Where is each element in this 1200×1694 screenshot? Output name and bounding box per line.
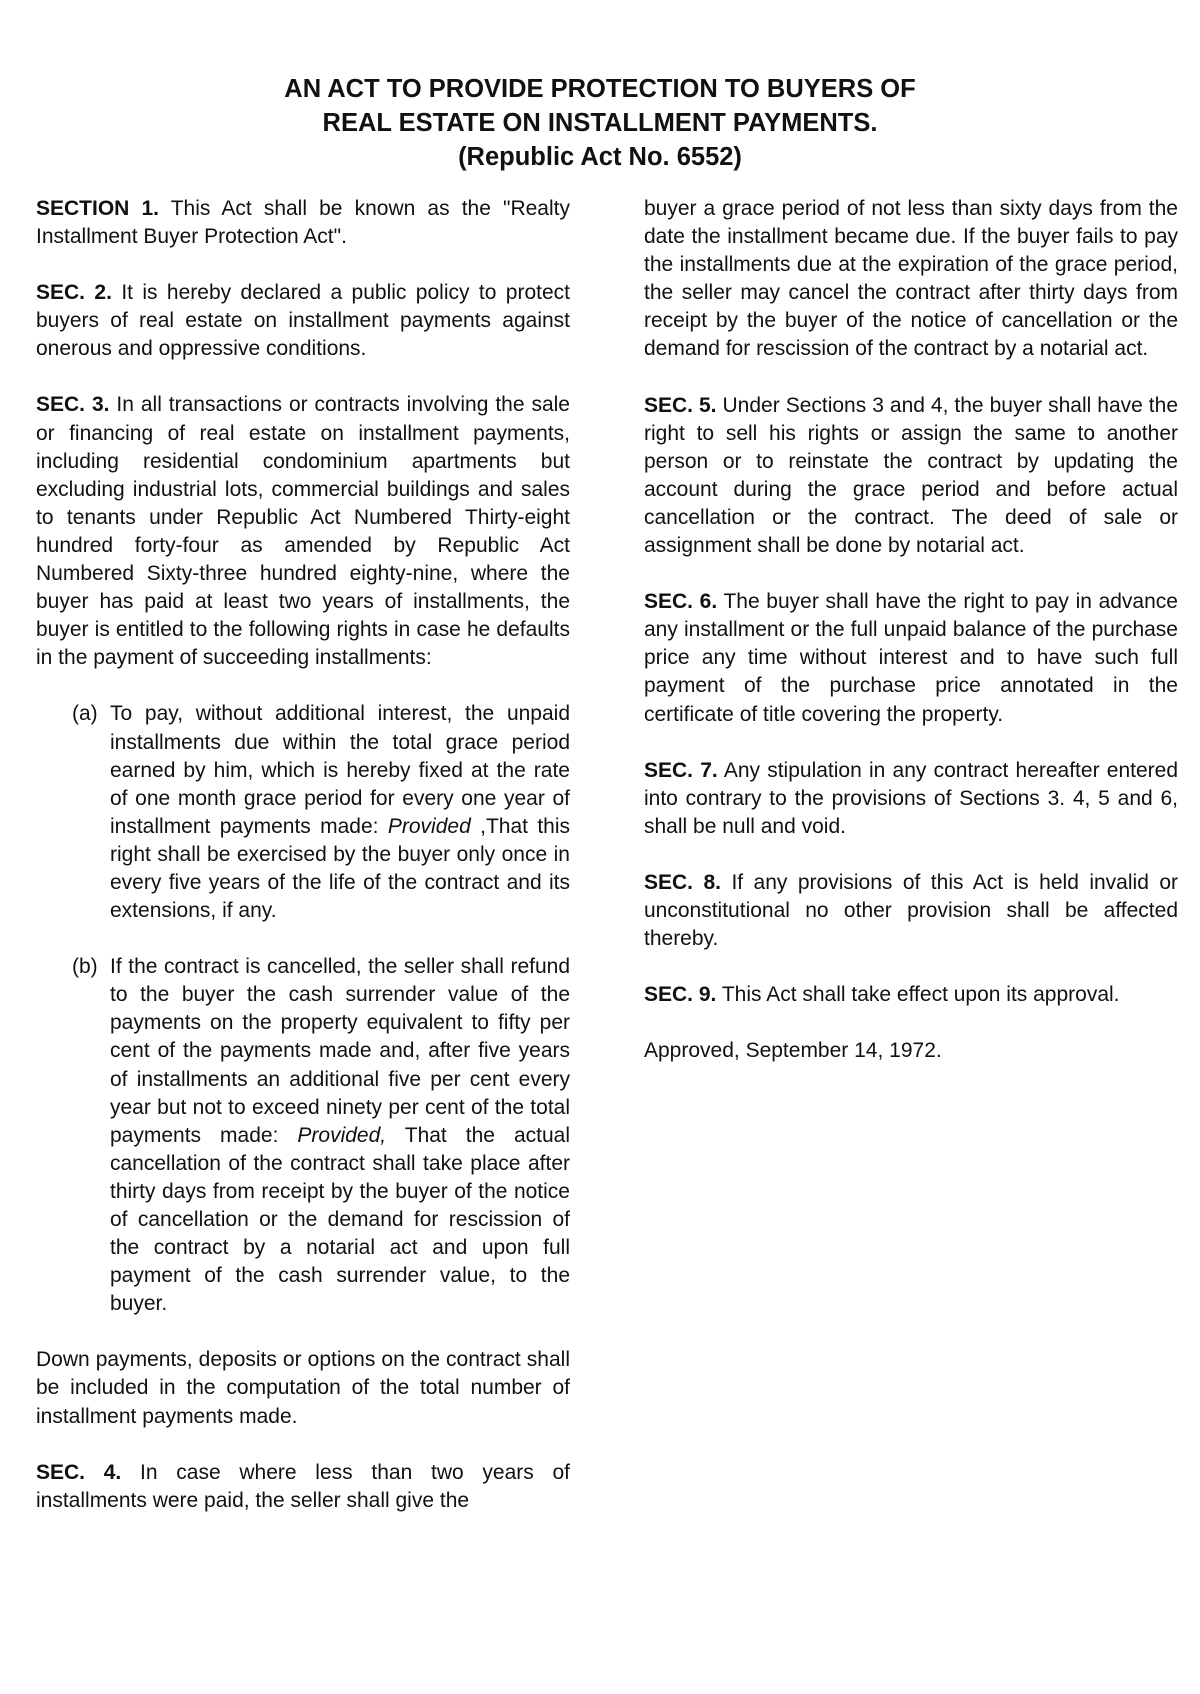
section-8 (644, 869, 1178, 953)
section-4-label: SEC. 4. (36, 1460, 122, 1484)
section-5-text: Under Sections 3 and 4, the buyer shall have the right to sell his rights or assign the same to another person or to reinstate the contract by updating the account during the grace period and before actual cancellation or the contract. The deed of sale or assignment shall be done by notarial act. (644, 393, 1178, 558)
section-3 (36, 391, 570, 672)
section-5 (644, 392, 1178, 561)
section-3-closing: Down payments, deposits or options on the contract shall be included in the computation of the total number of installment payments made. (36, 1348, 570, 1428)
section-3-item-b (72, 953, 570, 1318)
section-6-label: SEC. 6. (644, 590, 718, 614)
section-6 (644, 588, 1178, 728)
right-column (644, 195, 1178, 1065)
approval-date: Approved, September 14, 1972. (644, 1039, 942, 1063)
section-7 (644, 757, 1178, 841)
item-a-proviso: Provided (387, 814, 471, 838)
section-6-text: The buyer shall have the right to pay in advance any installment or the full unpaid balance of the purchase price any time without interest and to have such full payment of the purchase price annotated in the certificate of title covering the property. (644, 590, 1178, 726)
title-line-3: (Republic Act No. 6552) (458, 143, 742, 171)
item-b-text (110, 953, 570, 1318)
item-b-proviso: Provided, (297, 1123, 387, 1147)
section-5-label: SEC. 5. (644, 393, 717, 417)
section-9-label: SEC. 9. (644, 983, 717, 1007)
section-4-continued: buyer a grace period of not less than sixty days from the date the installment became due. If the buyer fails to pay the installments due at the expiration of the grace period, the seller may cancel the contract after thirty days from receipt by the buyer of the notice of cancellation or the demand for rescission of the contract by a notarial act. (644, 197, 1178, 361)
document-title (0, 72, 1200, 174)
item-b-label: (b) (72, 955, 98, 979)
section-1 (36, 195, 570, 251)
section-2 (36, 279, 570, 363)
section-4-text-start: In case where less than two years of installments were paid, the seller shall give the (36, 1460, 570, 1512)
section-7-label: SEC. 7. (644, 758, 718, 782)
item-a-text-after: ,That this right shall be exercised by the buyer only once in every five years of the life of the contract and its extensions, if any. (110, 814, 570, 923)
section-9-text: This Act shall take effect upon its approval. (721, 983, 1120, 1007)
section-1-text: This Act shall be known as the "Realty Installment Buyer Protection Act". (36, 197, 570, 249)
left-column (36, 195, 570, 1515)
section-3-text: In all transactions or contracts involving the sale or financing of real estate on installment payments, including residential condominium apartments but excluding industrial lots, commercial buildings and sales to tenants under Republic Act Numbered Thirty-eight hundred forty-four as amended by Republic Act Numbered Sixty-three hundred eighty-nine, where the buyer has paid at least two years of installments, the buyer is entitled to the following rights in case he defaults in the payment of succeeding installments: (36, 393, 570, 670)
item-a-text-before: To pay, without additional interest, the unpaid installments due within the total grace period earned by him, which is hereby fixed at the rate of one month grace period for every one year of installment payments made: (110, 702, 570, 838)
section-8-label: SEC. 8. (644, 870, 721, 894)
section-3-label: SEC. 3. (36, 393, 110, 417)
section-4-start (36, 1459, 570, 1515)
item-a-label: (a) (72, 702, 98, 726)
section-9 (644, 981, 1178, 1009)
section-2-label: SEC. 2. (36, 281, 112, 305)
section-2-text: It is hereby declared a public policy to protect buyers of real estate on installment payments against onerous and oppressive conditions. (36, 281, 570, 361)
section-8-text: If any provisions of this Act is held invalid or unconstitutional no other provision shall be affected thereby. (644, 870, 1178, 951)
item-b-text-after: That the actual cancellation of the contract shall take place after thirty days from receipt by the buyer of the notice of cancellation or the demand for rescission of the contract by a notarial act and upon full payment of the cash surrender value, to the buyer. (110, 1123, 570, 1316)
item-a-text (110, 700, 570, 925)
section-3-item-a (72, 700, 570, 925)
item-b-text-before: If the contract is cancelled, the seller shall refund to the buyer the cash surrender value of the payments on the property equivalent to fifty per cent of the payments made and, after five years of installments an additional five per cent every year but not to exceed ninety per cent of the total payments made: (110, 955, 570, 1147)
title-line-2: REAL ESTATE ON INSTALLMENT PAYMENTS. (322, 109, 878, 137)
title-line-1: AN ACT TO PROVIDE PROTECTION TO BUYERS OF (284, 75, 916, 103)
section-7-text: Any stipulation in any contract hereafter entered into contrary to the provisions of Sections 3. 4, 5 and 6, shall be null and void. (644, 758, 1178, 838)
section-1-label: SECTION 1. (36, 197, 159, 220)
